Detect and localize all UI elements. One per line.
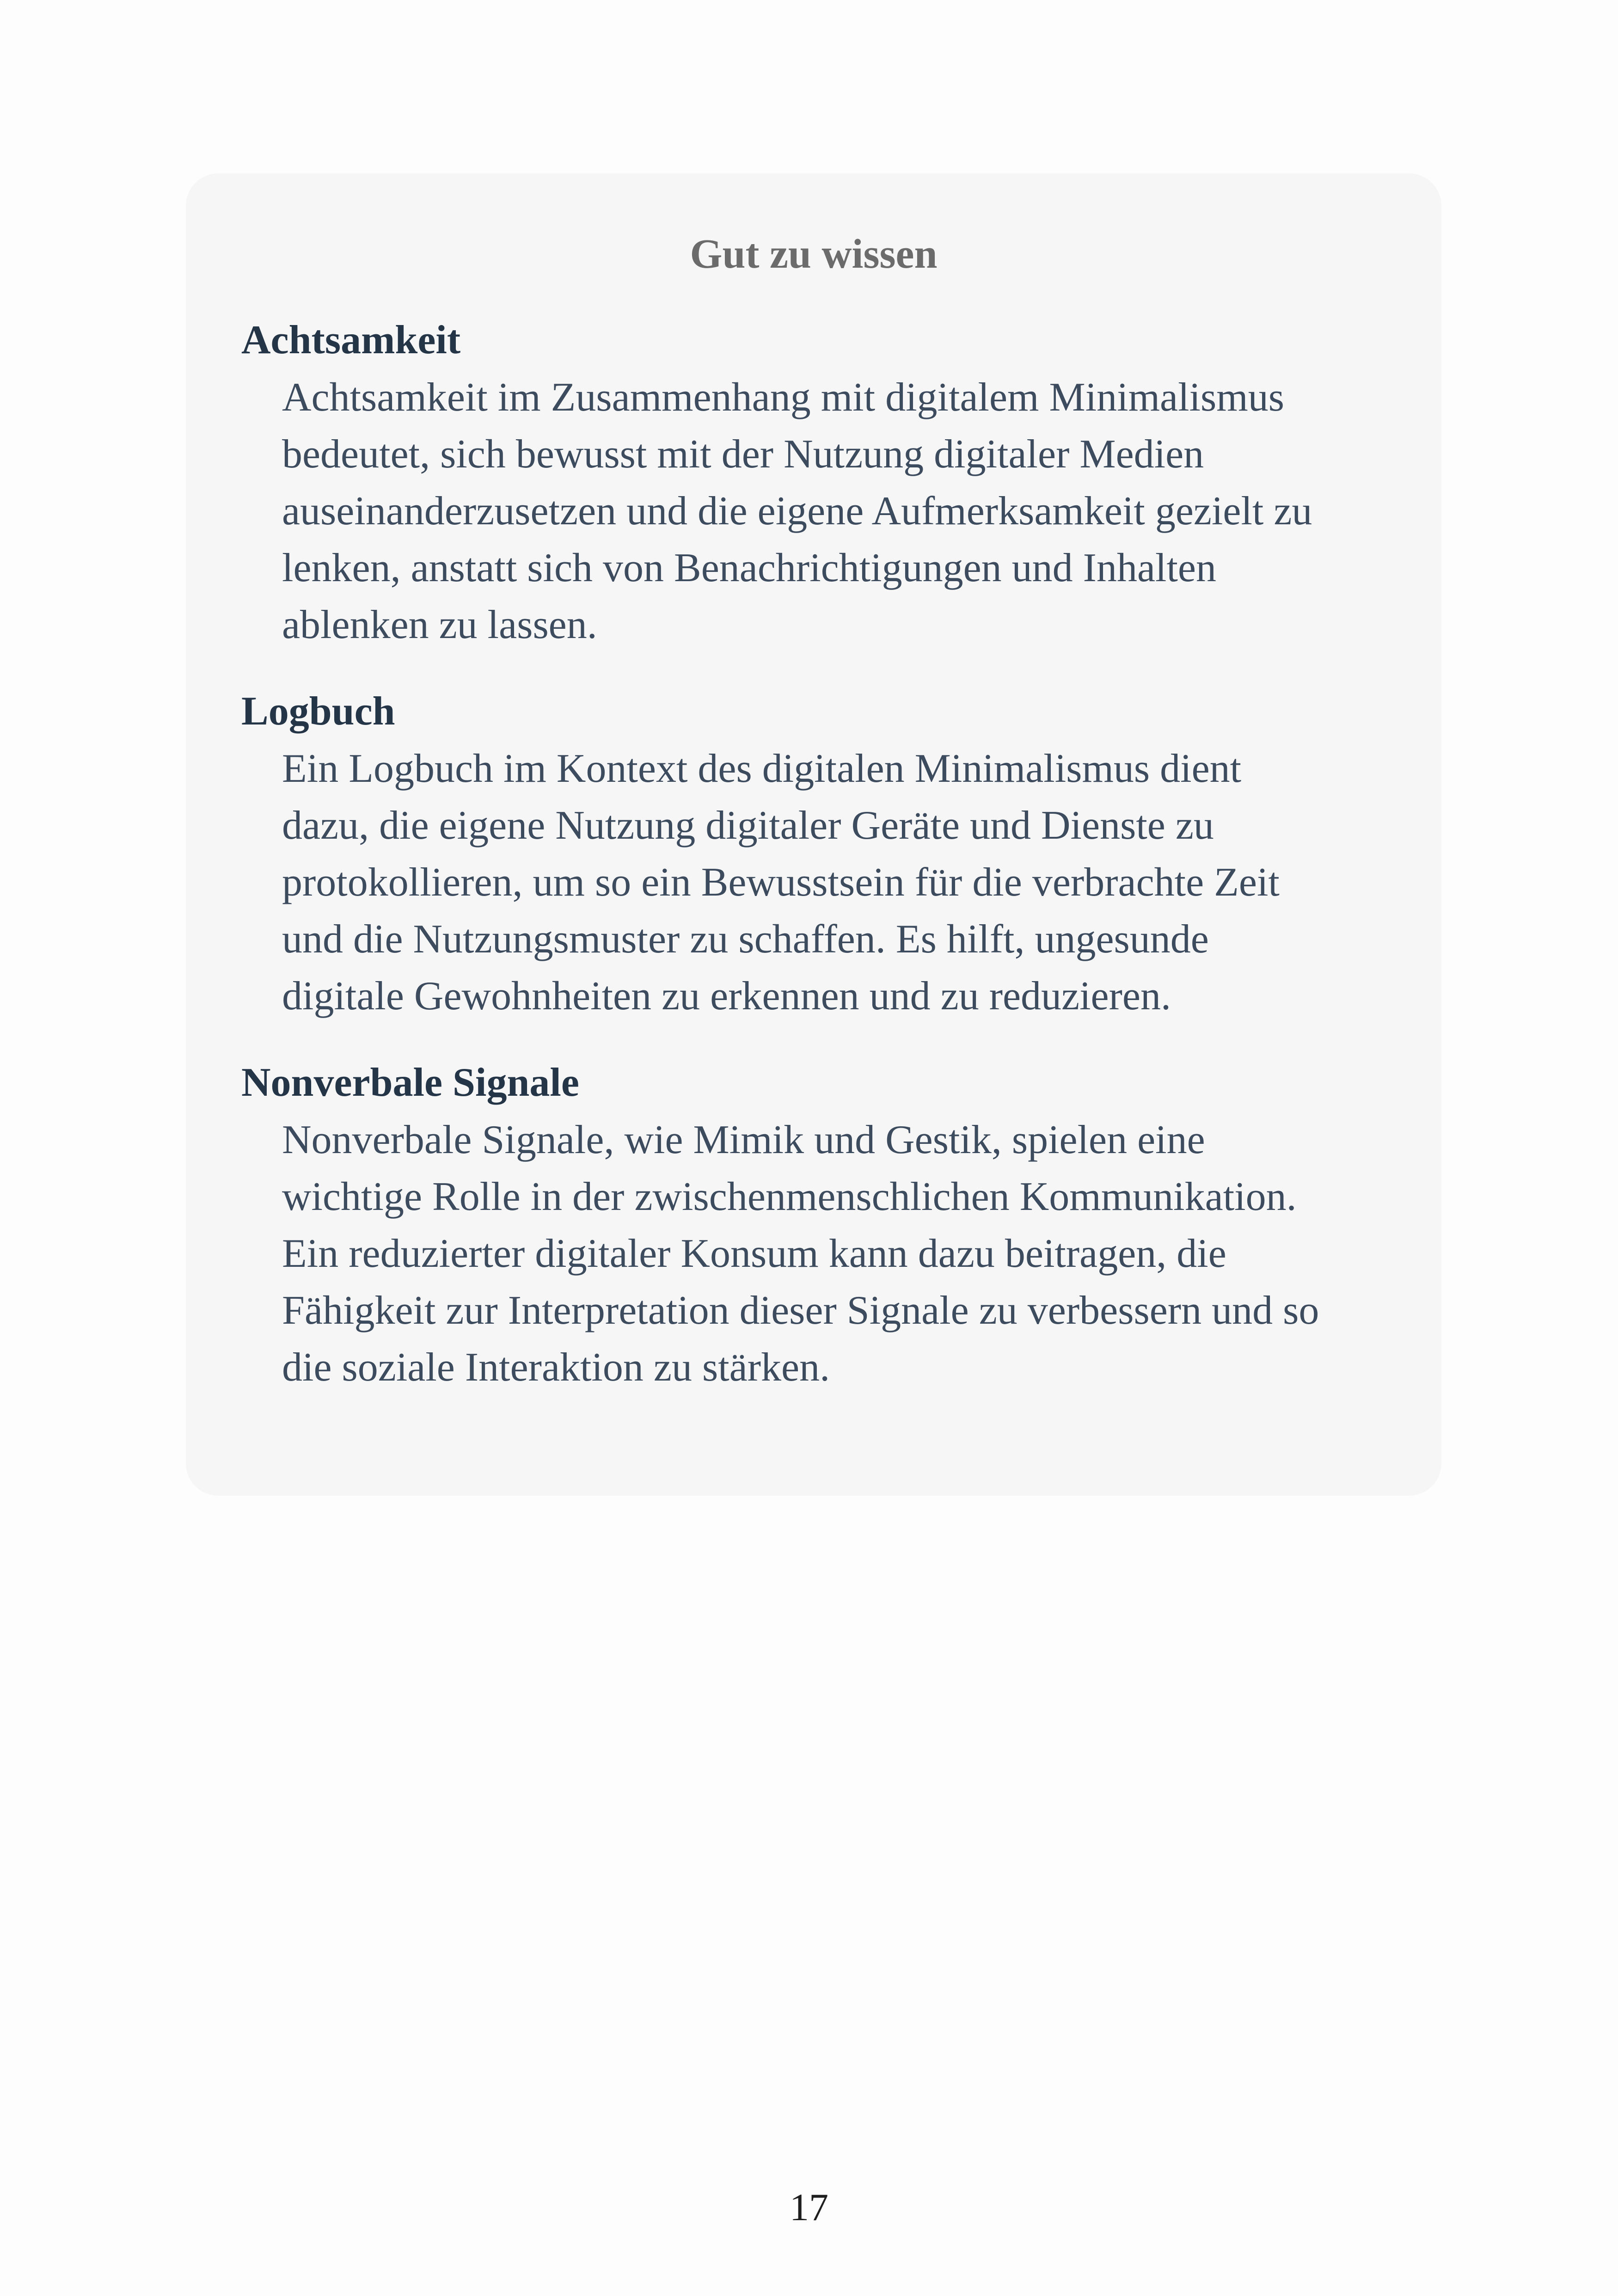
glossary-entry — [241, 686, 1425, 1025]
glossary-definition — [241, 1111, 1425, 1396]
page-number: 17 — [790, 2186, 828, 2229]
definition-line: Nonverbale Signale, wie Mimik und Gestik, spielen eine — [282, 1117, 1205, 1162]
definition-line: digitale Gewohnheiten zu erkennen und zu reduzieren. — [282, 974, 1171, 1019]
definition-line: dazu, die eigene Nutzung digitaler Geräte und Dienste zu — [282, 803, 1214, 848]
definition-line: bedeutet, sich bewusst mit der Nutzung digitaler Medien — [282, 432, 1204, 477]
glossary-entry — [241, 1057, 1425, 1396]
glossary-definition — [241, 740, 1425, 1025]
glossary-term: Logbuch — [241, 689, 395, 734]
glossary-term: Nonverbale Signale — [241, 1060, 579, 1105]
definition-line: Ein Logbuch im Kontext des digitalen Minimalismus dient — [282, 746, 1242, 791]
info-box — [186, 173, 1441, 1496]
glossary-entry — [241, 314, 1425, 653]
definition-line: die soziale Interaktion zu stärken. — [282, 1345, 830, 1390]
definition-line: und die Nutzungsmuster zu schaffen. Es hilft, ungesunde — [282, 917, 1209, 962]
glossary-list — [241, 314, 1425, 1428]
definition-line: protokollieren, um so ein Bewusstsein für die verbrachte Zeit — [282, 860, 1280, 905]
definition-line: ablenken zu lassen. — [282, 602, 597, 647]
glossary-term: Achtsamkeit — [241, 318, 461, 362]
definition-line: Fähigkeit zur Interpretation dieser Signale zu verbessern und so — [282, 1288, 1319, 1333]
glossary-definition — [241, 369, 1425, 653]
definition-line: Achtsamkeit im Zusammenhang mit digitalem Minimalismus — [282, 375, 1284, 420]
definition-line: auseinanderzusetzen und die eigene Aufmerksamkeit gezielt zu — [282, 489, 1312, 534]
definition-line: wichtige Rolle in der zwischenmenschlichen Kommunikation. — [282, 1174, 1297, 1219]
definition-line: lenken, anstatt sich von Benachrichtigungen und Inhalten — [282, 546, 1216, 590]
definition-line: Ein reduzierter digitaler Konsum kann dazu beitragen, die — [282, 1231, 1226, 1276]
info-box-title: Gut zu wissen — [690, 231, 938, 277]
